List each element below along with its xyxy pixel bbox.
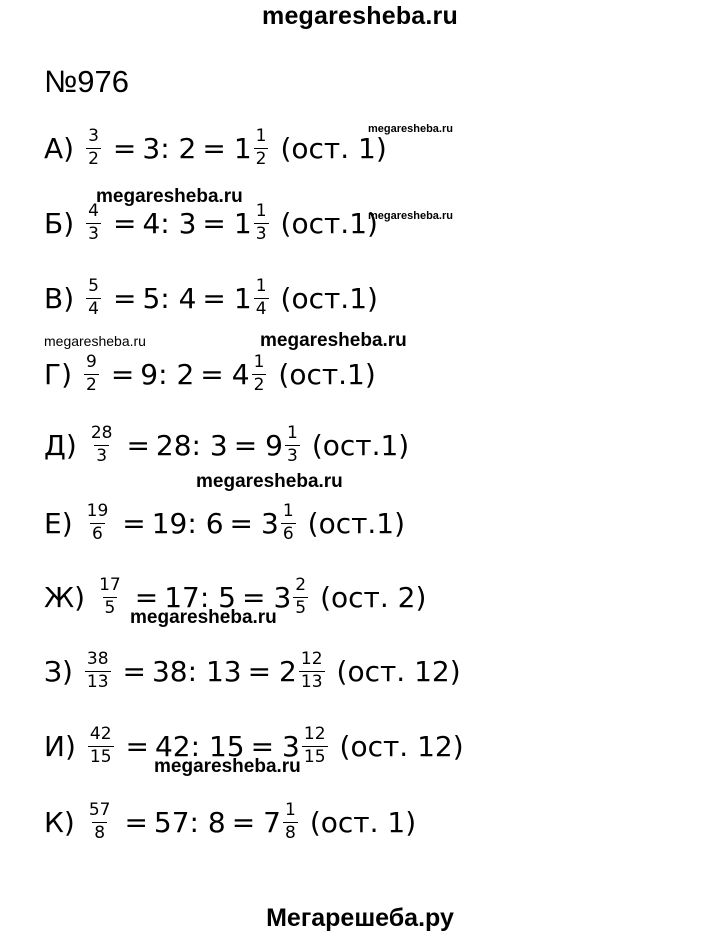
remainder-note: (ост. 12) [339, 729, 464, 763]
item-letter: Г) [44, 357, 72, 391]
watermark: megaresheba.ru [260, 330, 407, 351]
mixed-fraction [302, 723, 328, 767]
division-expression: 17: 5 [164, 580, 236, 614]
solution-row [44, 118, 387, 178]
solution-row [44, 268, 378, 328]
item-letter: В) [44, 281, 75, 315]
remainder-note: (ост.1) [307, 506, 406, 540]
solution-row [44, 641, 461, 701]
fraction-denominator: 6 [92, 523, 103, 544]
division-expression: 5: 4 [142, 281, 197, 315]
watermark: megaresheba.ru [96, 186, 243, 207]
fraction-numerator: 9 [86, 351, 97, 372]
fraction-denominator: 13 [300, 671, 323, 692]
fraction-numerator: 1 [255, 200, 267, 221]
remainder-note: (ост. 1) [309, 805, 417, 839]
fraction-denominator: 3 [287, 445, 298, 466]
watermark: megaresheba.ru [368, 123, 453, 135]
equals-sign: = [112, 206, 137, 240]
fraction-denominator: 2 [88, 148, 99, 169]
fraction-numerator: 1 [253, 351, 265, 372]
fraction-numerator: 1 [255, 125, 267, 146]
remainder-note: (ост. 2) [320, 580, 427, 614]
division-expression: 38: 13 [151, 654, 242, 688]
fraction-denominator: 2 [86, 374, 97, 395]
improper-fraction [85, 648, 111, 692]
fraction-denominator: 2 [253, 374, 265, 395]
division-expression: 42: 15 [154, 729, 245, 763]
mixed-fraction [299, 648, 325, 692]
fraction-denominator: 3 [96, 445, 108, 466]
fraction-numerator: 19 [86, 500, 109, 521]
watermark: megaresheba.ru [44, 333, 146, 349]
mixed-fraction [285, 422, 300, 466]
fraction-denominator: 2 [255, 148, 267, 169]
site-footer: Мегарешеба.ру [266, 904, 454, 932]
equals-sign: = [126, 428, 150, 462]
watermark: megaresheba.ru [130, 607, 277, 628]
solution-row [44, 792, 416, 852]
fraction-denominator: 8 [285, 822, 296, 843]
item-letter: Е) [44, 506, 73, 540]
remainder-note: (ост.1) [280, 206, 378, 240]
equals-sign: = [202, 131, 226, 165]
mixed-fraction [254, 125, 269, 169]
fraction-numerator: 57 [88, 799, 111, 820]
mixed-fraction [254, 200, 269, 244]
improper-fraction [89, 422, 115, 466]
division-expression: 57: 8 [153, 805, 226, 839]
improper-fraction [84, 351, 99, 395]
solution-row [44, 415, 409, 475]
fraction-numerator: 1 [282, 500, 294, 521]
remainder-note: (ост.1) [280, 281, 378, 315]
remainder-note: (ост.1) [278, 357, 376, 391]
remainder-note: (ост. 12) [336, 654, 461, 688]
equals-sign: = [124, 805, 148, 839]
fraction-numerator: 5 [88, 275, 99, 296]
item-letter: Д) [44, 428, 77, 462]
equals-sign: = [229, 506, 253, 540]
watermark: megaresheba.ru [154, 756, 301, 777]
division-expression: 19: 6 [151, 506, 224, 540]
fraction-numerator: 2 [295, 574, 307, 595]
site-header: megaresheba.ru [262, 2, 458, 30]
fraction-numerator: 1 [285, 799, 296, 820]
fraction-numerator: 1 [287, 422, 298, 443]
fraction-denominator: 4 [255, 298, 267, 319]
division-expression: 3: 2 [142, 131, 197, 165]
whole-part: 3 [273, 580, 292, 614]
solution-row [44, 493, 405, 553]
equals-sign: = [112, 281, 137, 315]
fraction-numerator: 3 [88, 125, 99, 146]
improper-fraction [97, 574, 123, 618]
fraction-numerator: 38 [86, 648, 109, 669]
item-letter: Б) [44, 206, 75, 240]
division-expression: 4: 3 [142, 206, 197, 240]
fraction-numerator: 1 [255, 275, 267, 296]
item-letter: Ж) [44, 580, 86, 614]
improper-fraction [85, 500, 111, 544]
fraction-denominator: 3 [88, 223, 99, 244]
equals-sign: = [250, 729, 275, 763]
whole-part: 3 [260, 506, 279, 540]
fraction-denominator: 8 [94, 822, 106, 843]
equals-sign: = [202, 206, 226, 240]
problem-number: №976 [44, 64, 129, 99]
fraction-denominator: 5 [295, 597, 307, 618]
equals-sign: = [247, 654, 272, 688]
improper-fraction [86, 275, 101, 319]
equals-sign: = [122, 506, 146, 540]
remainder-note: (ост.1) [311, 428, 410, 462]
whole-part: 1 [233, 206, 252, 240]
fraction-denominator: 3 [255, 223, 267, 244]
equals-sign: = [241, 580, 266, 614]
equals-sign: = [122, 654, 146, 688]
whole-part: 3 [282, 729, 300, 763]
fraction-numerator: 42 [89, 723, 112, 744]
watermark: megaresheba.ru [196, 471, 343, 492]
equals-sign: = [112, 131, 137, 165]
whole-part: 9 [265, 428, 283, 462]
equals-sign: = [110, 357, 135, 391]
mixed-fraction [252, 351, 267, 395]
improper-fraction [86, 125, 101, 169]
equals-sign: = [202, 281, 226, 315]
improper-fraction [88, 723, 114, 767]
whole-part: 2 [279, 654, 297, 688]
watermark: megaresheba.ru [368, 210, 453, 222]
whole-part: 4 [231, 357, 250, 391]
improper-fraction [86, 200, 101, 244]
fraction-denominator: 5 [104, 597, 116, 618]
fraction-numerator: 12 [303, 723, 326, 744]
fraction-denominator: 15 [89, 746, 112, 767]
fraction-denominator: 6 [282, 523, 294, 544]
item-letter: А) [44, 131, 75, 165]
item-letter: К) [44, 805, 75, 839]
solution-row [44, 344, 376, 404]
equals-sign: = [231, 805, 256, 839]
remainder-note: (ост. 1) [280, 131, 387, 165]
fraction-denominator: 4 [88, 298, 99, 319]
mixed-fraction [281, 500, 296, 544]
whole-part: 7 [263, 805, 281, 839]
division-expression: 9: 2 [140, 357, 195, 391]
equals-sign: = [200, 357, 224, 391]
fraction-denominator: 13 [86, 671, 109, 692]
equals-sign: = [233, 428, 258, 462]
mixed-fraction [254, 275, 269, 319]
mixed-fraction [283, 799, 298, 843]
fraction-numerator: 28 [90, 422, 113, 443]
item-letter: И) [44, 729, 76, 763]
fraction-numerator: 12 [300, 648, 323, 669]
fraction-denominator: 15 [303, 746, 326, 767]
item-letter: З) [44, 654, 73, 688]
equals-sign: = [125, 729, 149, 763]
division-expression: 28: 3 [155, 428, 228, 462]
fraction-numerator: 17 [99, 574, 121, 595]
mixed-fraction [293, 574, 308, 618]
whole-part: 1 [233, 281, 252, 315]
equals-sign: = [134, 580, 159, 614]
fraction-numerator: 4 [88, 200, 99, 221]
whole-part: 1 [233, 131, 252, 165]
improper-fraction [87, 799, 113, 843]
